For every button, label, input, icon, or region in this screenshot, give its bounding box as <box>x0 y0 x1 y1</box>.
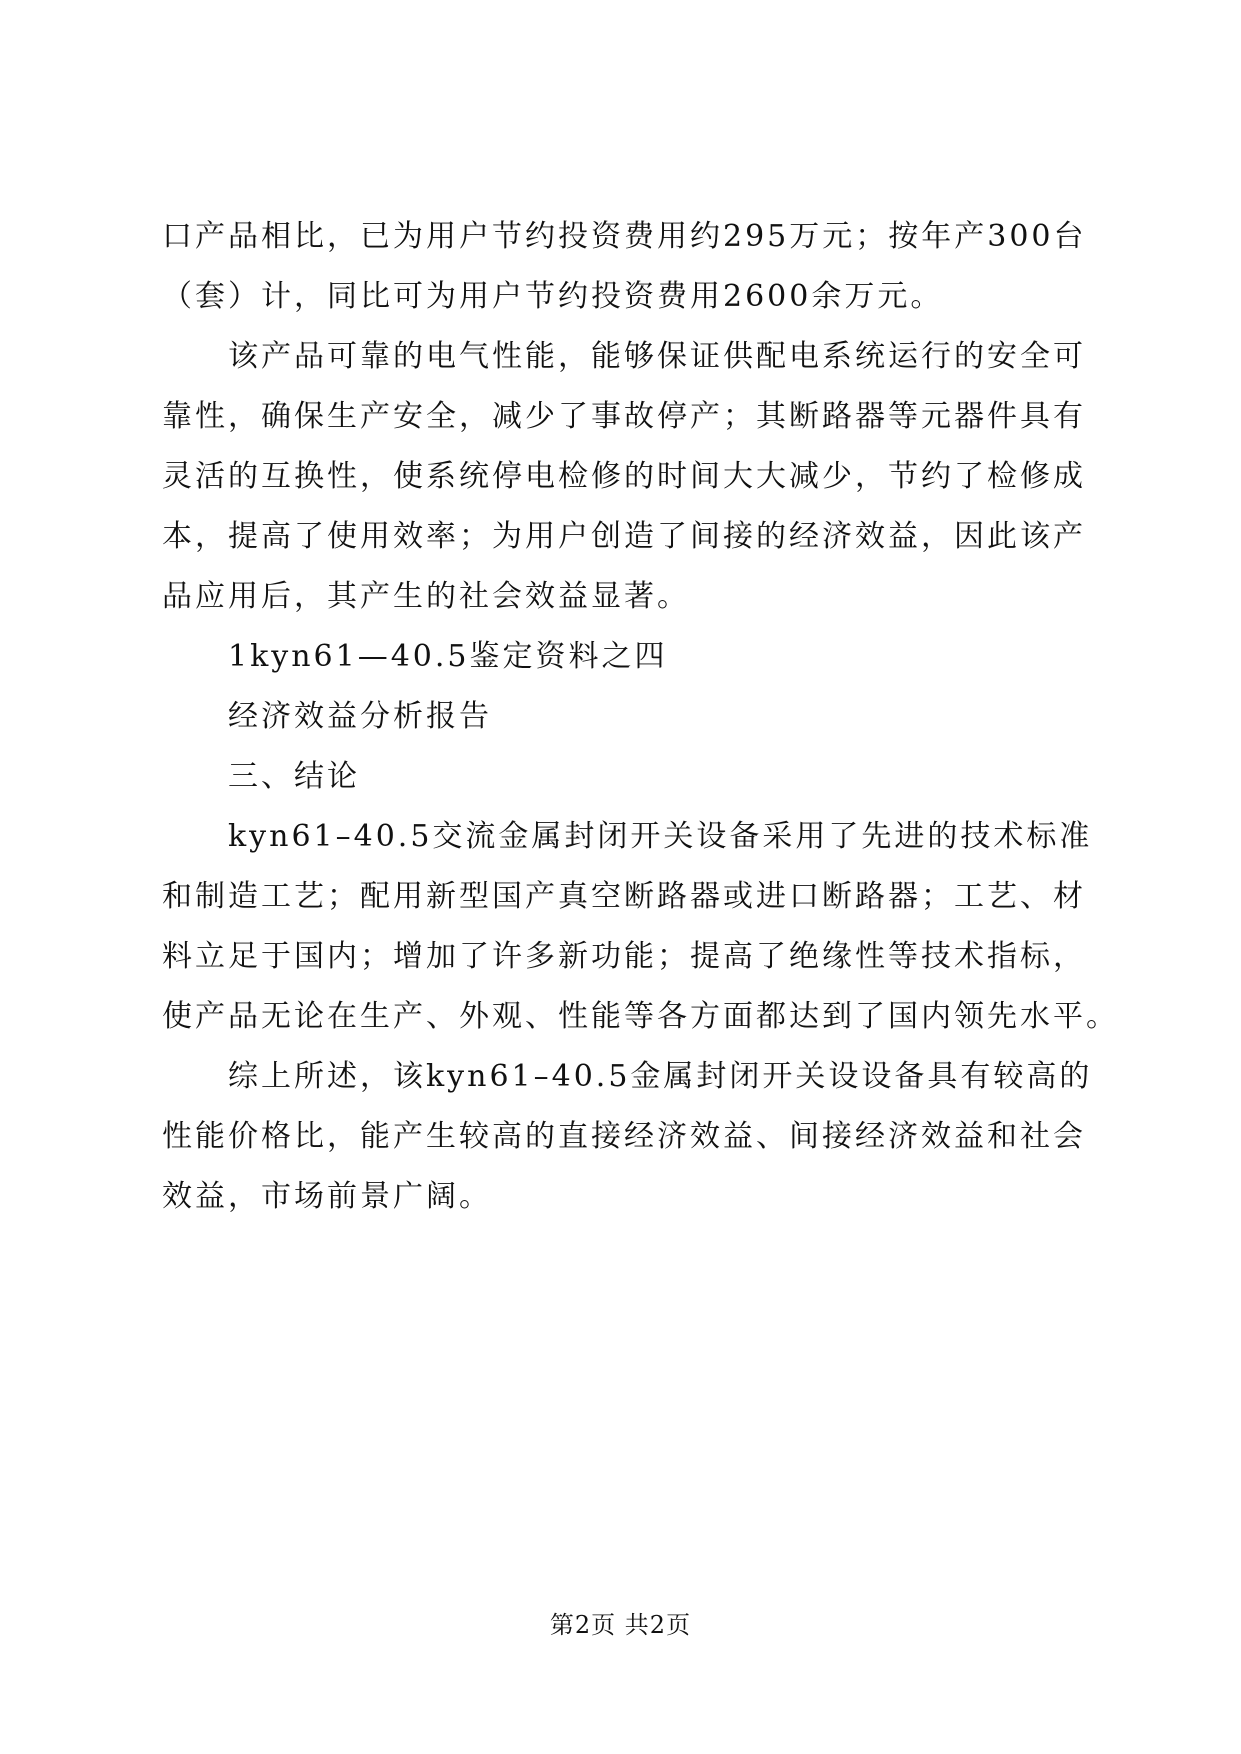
text-line: 综上所述，该kyn61–40.5金属封闭开关设设备具有较高的 <box>228 1059 1093 1094</box>
document-body <box>162 207 1119 1227</box>
text-line: 灵活的互换性，使系统停电检修的时间大大减少，节约了检修成 <box>162 459 1086 494</box>
page-number-footer: 第2页 共2页 <box>549 1611 692 1639</box>
text-line: 靠性，确保生产安全，减少了事故停产；其断路器等元器件具有 <box>162 399 1086 434</box>
text-line: kyn61–40.5交流金属封闭开关设备采用了先进的技术标准 <box>228 819 1093 854</box>
text-line: 三、结论 <box>228 759 360 794</box>
text-line: 效益，市场前景广阔。 <box>162 1179 492 1214</box>
paragraph-social-benefits <box>162 327 1092 627</box>
text-line: 品应用后，其产生的社会效益显著。 <box>162 579 690 614</box>
text-line: 1kyn61—40.5鉴定资料之四 <box>228 639 668 674</box>
paragraph-cost-savings <box>162 207 1092 327</box>
report-title <box>162 687 1092 747</box>
text-line: 使产品无论在生产、外观、性能等各方面都达到了国内领先水平。 <box>162 999 1119 1034</box>
text-line: 经济效益分析报告 <box>228 699 492 734</box>
text-line: 和制造工艺；配用新型国产真空断路器或进口断路器；工艺、材 <box>162 879 1086 914</box>
text-line: 口产品相比，已为用户节约投资费用约295万元；按年产300台 <box>162 219 1087 254</box>
document-reference-heading <box>162 627 1092 687</box>
text-line: 本，提高了使用效率；为用户创造了间接的经济效益，因此该产 <box>162 519 1086 554</box>
paragraph-summary <box>162 1047 1092 1227</box>
text-line: 性能价格比，能产生较高的直接经济效益、间接经济效益和社会 <box>162 1119 1086 1154</box>
text-line: 该产品可靠的电气性能，能够保证供配电系统运行的安全可 <box>228 339 1086 374</box>
text-line: （套）计，同比可为用户节约投资费用2600余万元。 <box>162 279 944 314</box>
text-line: 料立足于国内；增加了许多新功能；提高了绝缘性等技术指标， <box>162 939 1086 974</box>
section-heading-conclusion <box>162 747 1092 807</box>
paragraph-technical-advantages <box>162 807 1119 1047</box>
